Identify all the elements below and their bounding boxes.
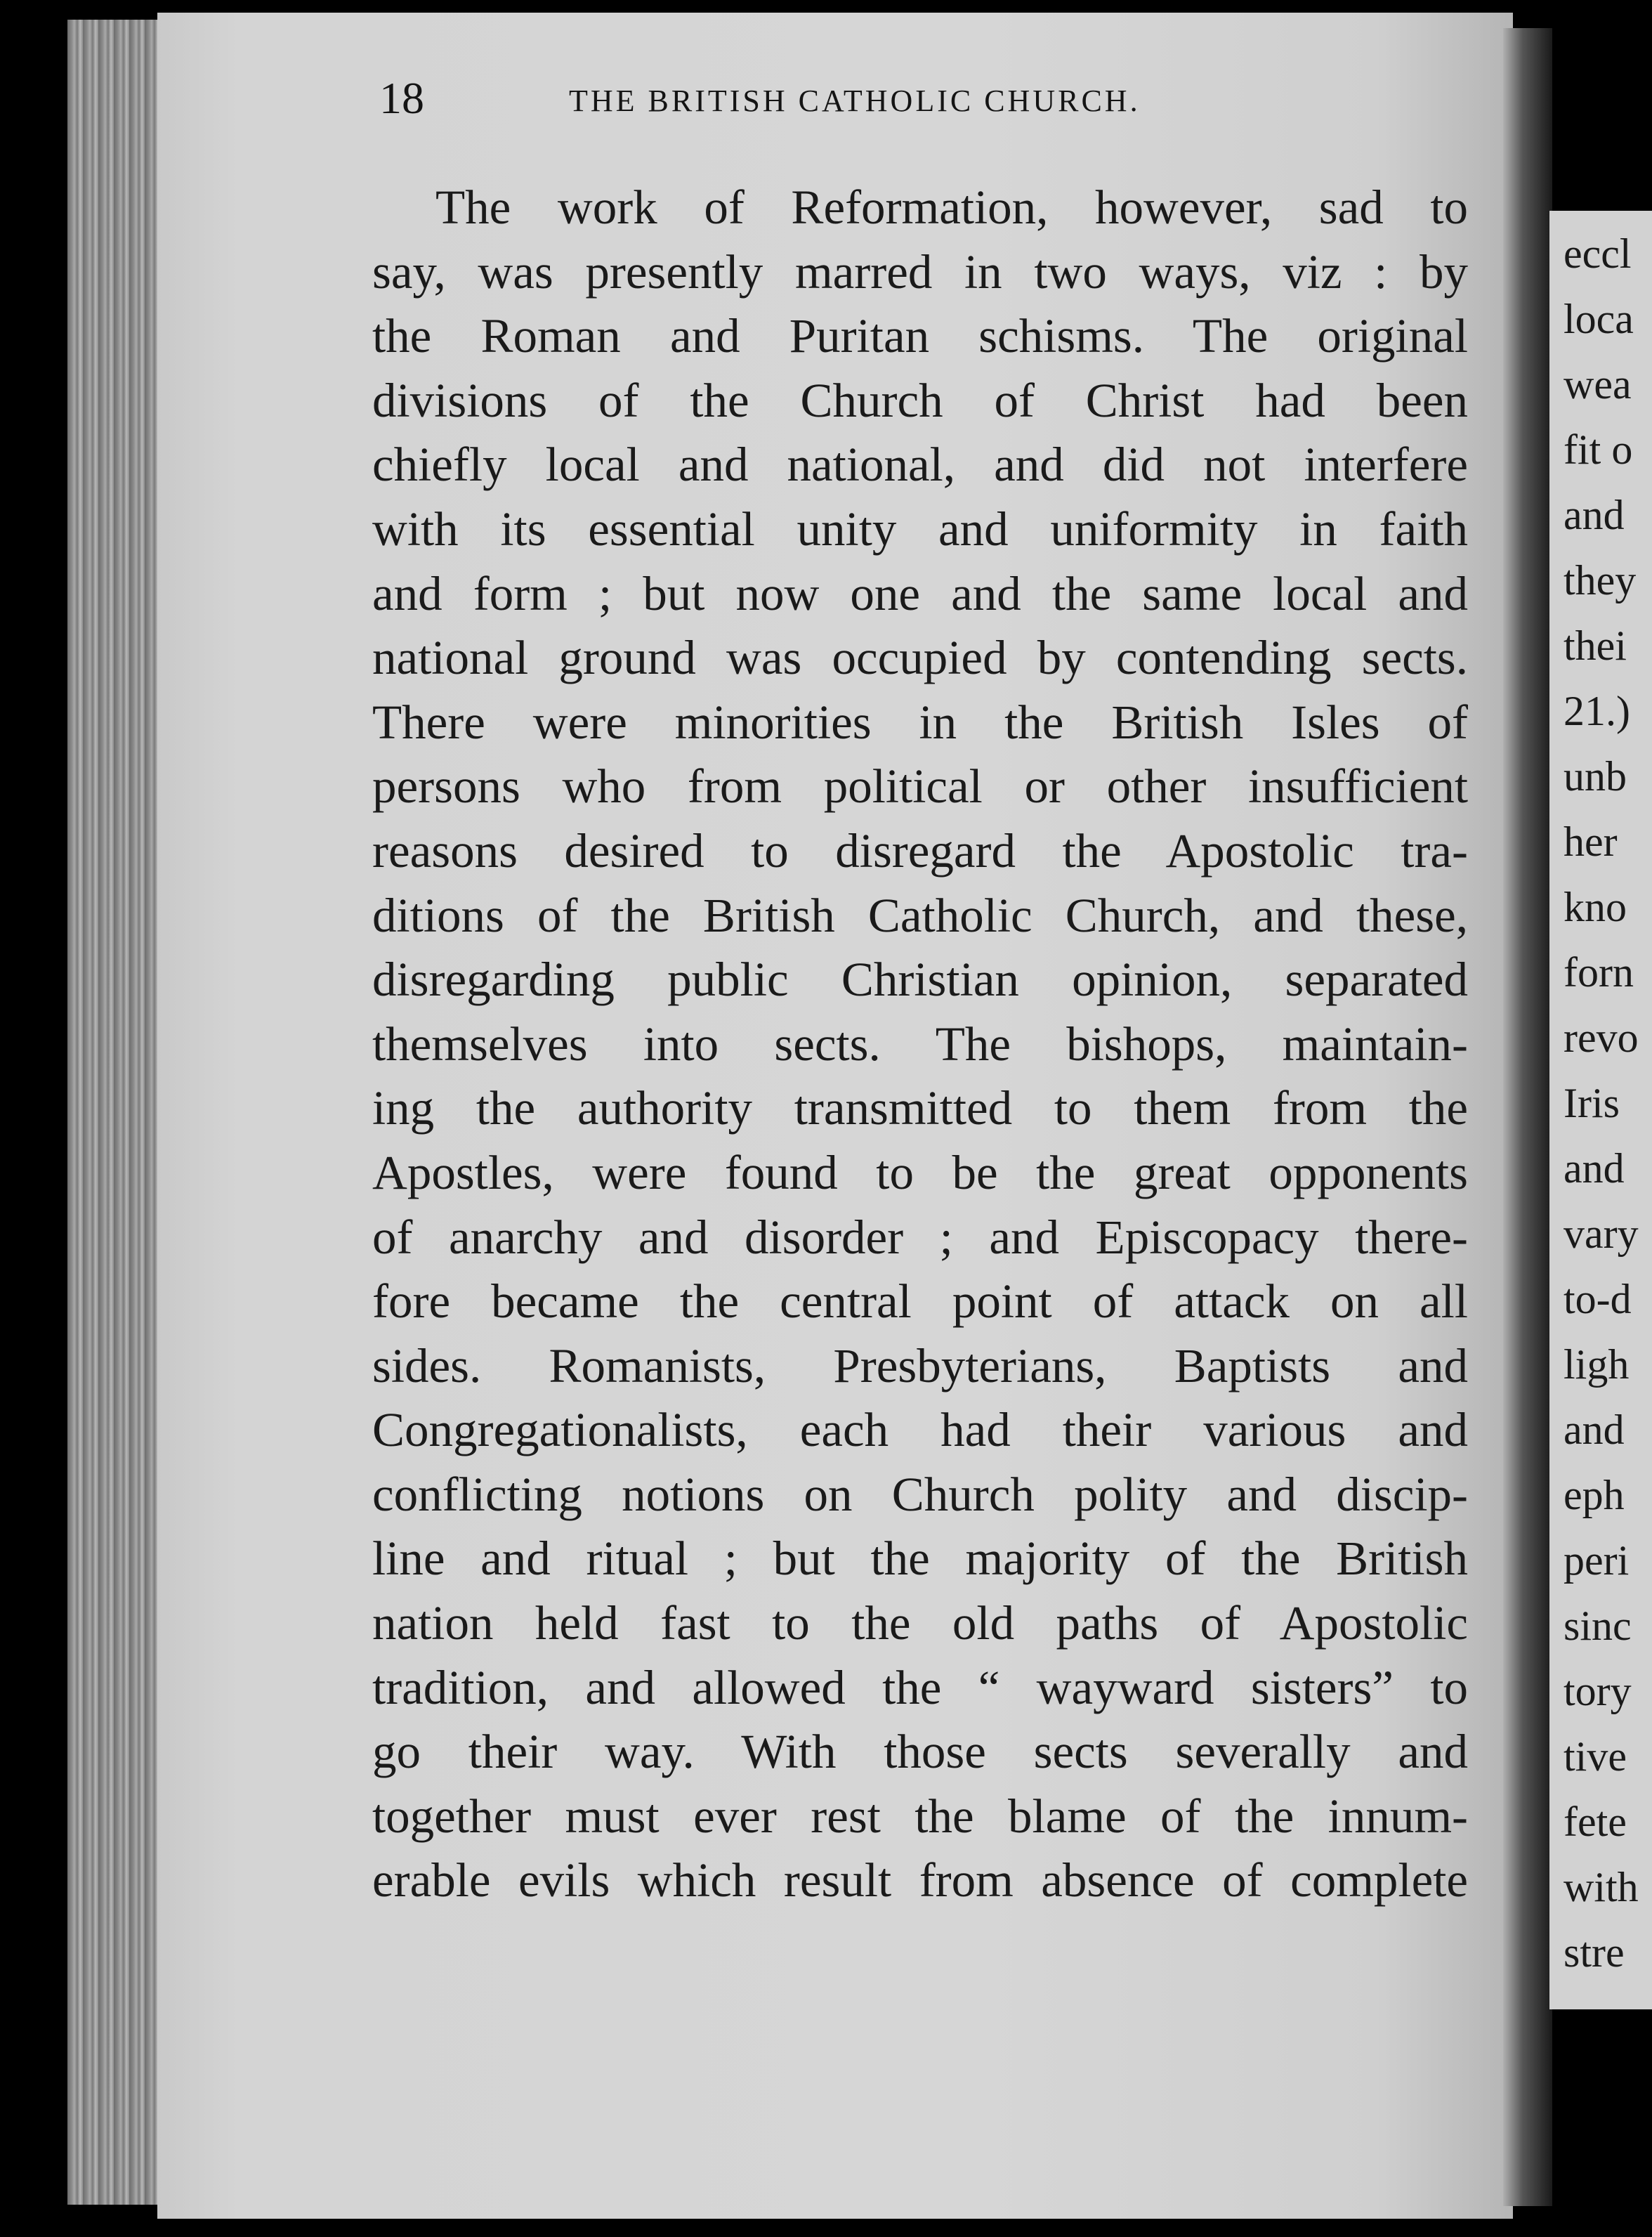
text-line: together must ever rest the blame of the innum-: [372, 1789, 1468, 1843]
book-gutter: [1503, 28, 1552, 2206]
facing-page-line: and: [1563, 1407, 1625, 1453]
facing-page-line: forn: [1563, 949, 1634, 996]
text-line: nation held fast to the old paths of Apostolic: [372, 1596, 1468, 1650]
page-header: [379, 63, 1468, 141]
text-line: The work of Reformation, however, sad to: [435, 181, 1468, 234]
facing-page-line: ligh: [1563, 1341, 1630, 1388]
facing-page-line: fit o: [1563, 426, 1633, 473]
facing-page-line: to-d: [1563, 1276, 1632, 1322]
text-line: persons who from political or other insufficient: [372, 759, 1468, 814]
text-line: fore became the central point of attack on all: [372, 1274, 1468, 1329]
text-line: with its essential unity and uniformity in faith: [372, 502, 1468, 556]
facing-page-line: peri: [1563, 1537, 1630, 1584]
text-line: ditions of the British Catholic Church, and these,: [372, 888, 1468, 942]
facing-page-line: loca: [1563, 296, 1634, 342]
facing-page-line: tory: [1563, 1668, 1632, 1714]
text-line: say, was presently marred in two ways, viz : by: [372, 244, 1468, 299]
facing-page-line: tive: [1563, 1733, 1627, 1780]
facing-page-line: and: [1563, 1145, 1625, 1192]
text-line: line and ritual ; but the majority of the British: [372, 1532, 1468, 1586]
text-line: conflicting notions on Church polity and discip-: [372, 1467, 1468, 1521]
text-line: of anarchy and disorder ; and Episcopacy there-: [372, 1210, 1468, 1264]
text-line: erable evils which result from absence of complete: [372, 1853, 1468, 1907]
text-line: disregarding public Christian opinion, separated: [372, 953, 1468, 1007]
text-line: There were minorities in the British Isles of: [372, 695, 1468, 749]
facing-page-line: eph: [1563, 1472, 1625, 1518]
text-line: chiefly local and national, and did not interfere: [372, 438, 1468, 492]
facing-page-line: 21.): [1563, 688, 1630, 734]
facing-page-line: Iris: [1563, 1080, 1620, 1126]
facing-page-text: [1563, 221, 1652, 1985]
text-line: the Roman and Puritan schisms. The original: [372, 309, 1468, 363]
facing-page-line: with: [1563, 1864, 1639, 1910]
text-line: ing the authority transmitted to them from the: [372, 1081, 1468, 1135]
facing-page-line: wea: [1563, 361, 1632, 407]
facing-page-line: unb: [1563, 753, 1627, 800]
facing-page-line: fete: [1563, 1799, 1627, 1845]
text-line: tradition, and allowed the “ wayward sisters” to: [372, 1660, 1468, 1714]
text-line: divisions of the Church of Christ had been: [372, 373, 1468, 427]
facing-page-line: they: [1563, 557, 1637, 604]
facing-page-line: sinc: [1563, 1603, 1632, 1649]
facing-page-line: eccl: [1563, 230, 1632, 277]
text-line: Apostles, were found to be the great opponents: [372, 1145, 1468, 1199]
page-number: 18: [379, 73, 424, 123]
text-line: national ground was occupied by contending sects.: [372, 631, 1468, 685]
facing-page-line: kno: [1563, 884, 1627, 930]
text-line: go their way. With those sects severally and: [372, 1725, 1468, 1779]
facing-page-line: revo: [1563, 1015, 1639, 1061]
facing-page-line: stre: [1563, 1929, 1625, 1976]
text-line: reasons desired to disregard the Apostolic tra-: [372, 823, 1468, 878]
facing-page-line: vary: [1563, 1211, 1639, 1257]
facing-page-line: thei: [1563, 622, 1627, 669]
page-edges: [67, 20, 157, 2205]
text-line: sides. Romanists, Presbyterians, Baptists and: [372, 1338, 1468, 1393]
text-line: and form ; but now one and the same local and: [372, 566, 1468, 620]
text-line: themselves into sects. The bishops, maintain-: [372, 1017, 1468, 1071]
facing-page-line: her: [1563, 819, 1618, 865]
text-line: Congregationalists, each had their various and: [372, 1403, 1468, 1457]
body-text: [372, 176, 1468, 1913]
running-head: THE BRITISH CATHOLIC CHURCH.: [569, 84, 1141, 118]
facing-page-line: and: [1563, 492, 1625, 538]
